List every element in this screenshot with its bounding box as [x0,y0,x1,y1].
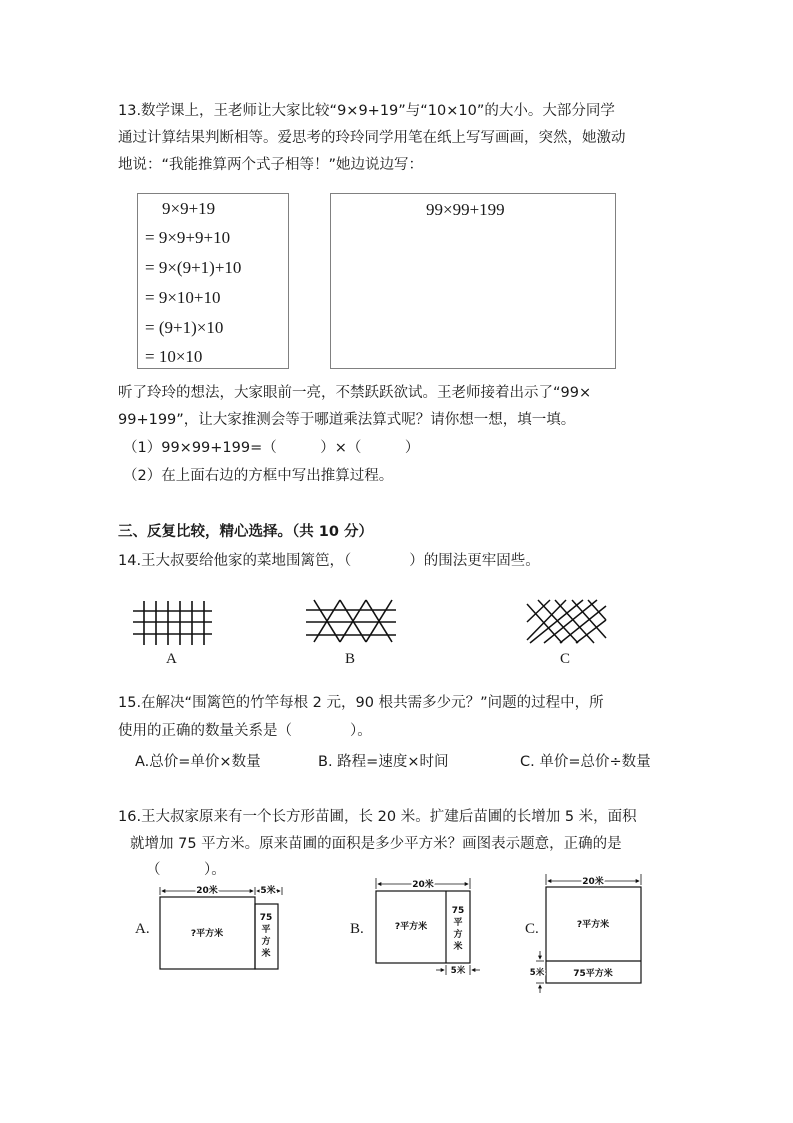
q13-line-2: 通过计算结果判断相等。爱思考的玲玲同学用笔在纸上写写画画，突然，她激动 [118,130,626,146]
q16-line-3: （ ）。 [146,862,226,878]
q13-line-3: 地说：“我能推算两个式子相等！”她边说边写： [118,157,424,173]
fence-c-lattice [527,600,606,643]
diagram-a-unknown-area: ?平方米 [190,929,224,939]
diagram-b-known-area: 平 [453,918,463,928]
diagram-a-known-area: 米 [261,949,271,959]
answer-box-title: 99×99+199 [426,200,505,219]
diagram-b-length-20: 20米 [412,880,434,890]
diagram-b-unknown-area: ?平方米 [394,922,428,932]
fence-b-triangles [306,600,396,642]
diagram-c-length-20: 20米 [582,877,604,887]
diagram-a-known-area: 75 [259,913,273,923]
diagram-b [376,878,480,975]
derivation-step: = 9×10+10 [145,288,221,307]
derivation-step: = 9×9+9+10 [145,228,231,247]
q13-line-4: 听了玲玲的想法，大家眼前一亮，不禁跃跃欲试。王老师接着出示了“99× [118,385,592,401]
diagram-a-length-5: 5米 [260,886,276,896]
diagram-c-label: C. [525,921,539,937]
diagram-b-known-area: 75 [451,906,465,916]
diagram-b-label: B. [350,921,364,937]
diagram-c-width-5: 5米 [529,968,545,978]
diagram-a-known-area: 方 [261,937,271,947]
q15-line-1: 15.在解决“围篱笆的竹竿每根 2 元，90 根共需多少元？”问题的过程中，所 [118,695,604,711]
diagram-c-unknown-area: ?平方米 [576,920,610,930]
derivation-step: = 10×10 [145,347,203,366]
fence-a-grid [133,601,212,645]
section-3-heading: 三、反复比较，精心选择。（共 10 分） [118,524,374,540]
fence-a-label: A [166,651,177,667]
diagram-b-known-area: 方 [453,930,463,940]
fence-b-label: B [345,651,356,667]
q16-line-1: 16.王大叔家原来有一个长方形苗圃，长 20 米。扩建后苗圃的长增加 5 米，面积 [118,809,637,825]
fence-c-label: C [560,651,571,667]
q15-option-c[interactable]: C. 单价=总价÷数量 [520,754,651,770]
diagram-b-length-5: 5米 [450,966,466,976]
q15-option-b[interactable]: B. 路程=速度×时间 [318,754,449,770]
q15-option-a[interactable]: A.总价=单价×数量 [135,754,261,770]
diagram-a-known-area: 平 [261,925,271,935]
derivation-step: = (9+1)×10 [145,318,224,337]
q14-text: 14.王大叔要给他家的菜地围篱笆，（ ）的围法更牢固些。 [118,553,540,569]
diagram-c-known-area: 75平方米 [573,969,613,979]
diagram-a-length-20: 20米 [196,886,218,896]
q13-sub-1: （1）99×99+199=（ ）×（ ） [123,440,420,456]
q13-sub-2: （2）在上面右边的方框中写出推算过程。 [123,468,394,484]
q13-line-1: 13.数学课上，王老师让大家比较“9×9+19”与“10×10”的大小。大部分同学 [118,103,615,119]
q16-line-2: 就增加 75 平方米。原来苗圃的面积是多少平方米？画图表示题意，正确的是 [130,836,622,852]
diagram-a-label: A. [135,921,150,937]
diagram-b-known-area: 米 [453,942,463,952]
derivation-step: 9×9+19 [162,199,216,218]
garden-diagrams [0,860,793,1000]
q13-line-5: 99+199”，让大家推测会等于哪道乘法算式呢？请你想一想，填一填。 [118,412,576,428]
derivation-step: = 9×(9+1)+10 [145,258,242,277]
q15-line-2: 使用的正确的数量关系是（ ）。 [118,723,372,739]
